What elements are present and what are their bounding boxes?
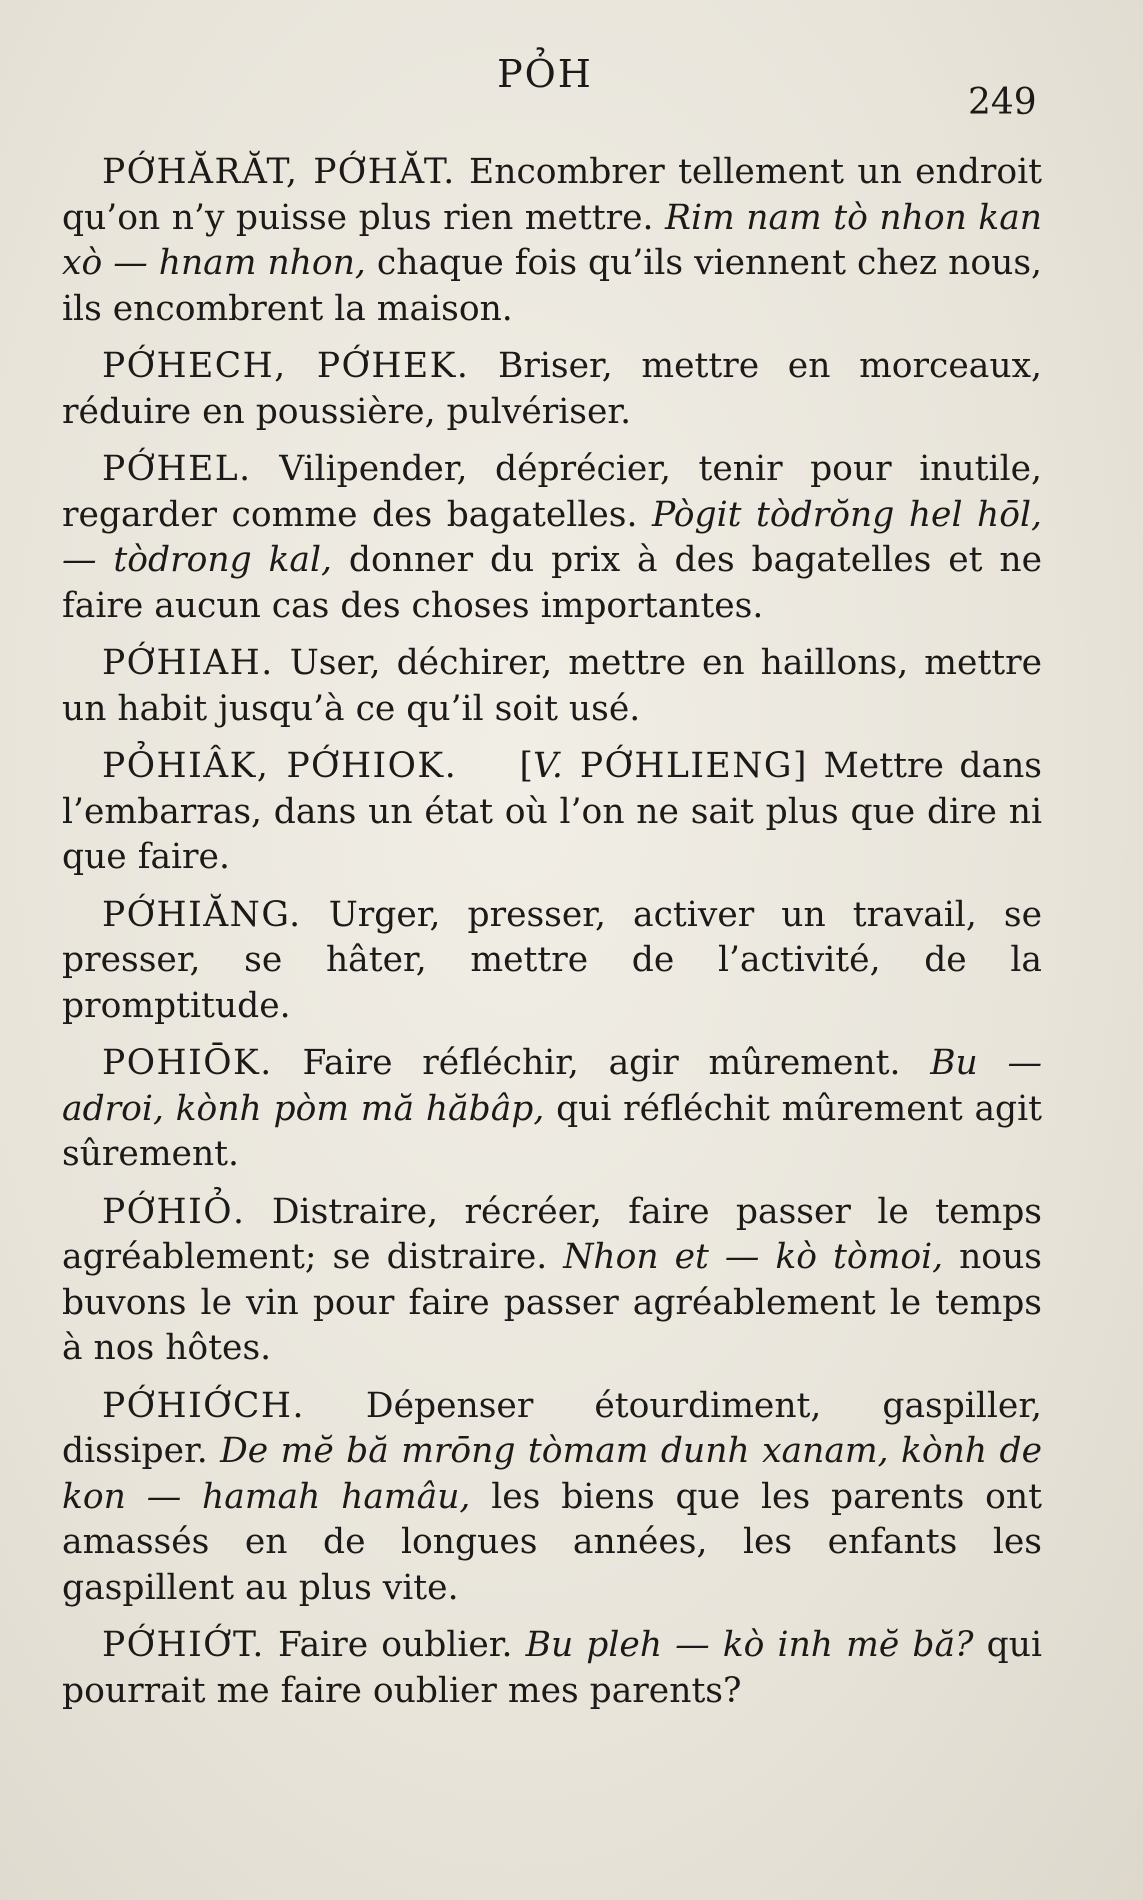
dictionary-entry: [62, 1041, 1042, 1178]
translation: qui réfléchit mûrement agit sûrement.: [62, 1088, 1042, 1174]
dictionary-entry: [62, 744, 1042, 881]
dictionary-entry: [62, 893, 1042, 1030]
definition: Distraire, récréer, faire passer le temps agréablement; se distraire.: [62, 1191, 1042, 1277]
dictionary-entry: [62, 344, 1042, 435]
dictionary-entry: [62, 1623, 1042, 1714]
definition: Encombrer tellement un endroit qu’on n’y puisse plus rien mettre.: [62, 152, 1042, 238]
example: Pògit tòdrŏng hel hōl, — tòdrong kal,: [62, 494, 1042, 580]
example: De mĕ bă mrōng tòmam dunh xanam, kònh de kon — hamah hamâu,: [62, 1431, 1042, 1517]
definition: Dépenser étourdiment, gaspiller, dissiper.: [62, 1385, 1042, 1471]
example: Rim nam tò nhon kan xò — hnam nhon,: [62, 197, 1043, 283]
dictionary-entry: [62, 447, 1042, 629]
headword: PỚHIỚCH.: [102, 1385, 305, 1426]
headword: PỚHEL.: [102, 449, 252, 489]
translation: les biens que les parents ont amassés en de longues années, les enfants les gaspillent au plus vite.: [62, 1476, 1043, 1608]
headword: PỚHĂRĂT, PỚHĂT.: [102, 152, 456, 192]
headword: PỚHIỚT.: [102, 1625, 265, 1665]
cross-reference-label: V.: [532, 746, 563, 786]
example: Bu pleh — kò inh mĕ bă?: [525, 1625, 974, 1665]
definition: Urger, presser, activer un travail, se presser, se hâter, mettre de l’activité, de la promptitude.: [62, 894, 1042, 1026]
headword: PỚHIAH.: [102, 643, 274, 683]
definition: Briser, mettre en morceaux, réduire en poussière, pulvériser.: [62, 346, 1042, 432]
definition: Vilipender, déprécier, tenir pour inutile, regarder comme des bagatelles.: [62, 449, 1042, 535]
definition: User, déchirer, mettre en haillons, mettre un habit jusqu’à ce qu’il soit usé.: [62, 643, 1042, 729]
dictionary-entry: [62, 150, 1042, 332]
translation: qui pourrait me faire oublier mes parents?: [62, 1625, 1042, 1711]
translation: nous buvons le vin pour faire passer agréablement le temps à nos hôtes.: [62, 1237, 1043, 1368]
example: Nhon et — kò tòmoi,: [563, 1237, 944, 1277]
dictionary-entries: [62, 150, 1042, 1726]
headword: PỚHIĂNG.: [102, 894, 302, 935]
headword: PỚHIỎ.: [102, 1191, 246, 1232]
dictionary-entry: [62, 1190, 1042, 1372]
definition: Faire oublier.: [264, 1625, 526, 1665]
headword: PỚHECH, PỚHEK.: [102, 346, 470, 386]
definition: [: [457, 746, 533, 786]
page-number: 249: [968, 82, 1037, 123]
headword: POHIŌK.: [102, 1043, 273, 1083]
running-head: PỎH: [497, 52, 593, 96]
cross-reference-target: PỚHLIENG]: [562, 746, 808, 786]
translation: donner du prix à des bagatelles et ne faire aucun cas des choses importantes.: [62, 540, 1042, 626]
definition-continued: Mettre dans l’embarras, dans un état où l’on ne sait plus que dire ni que faire.: [62, 746, 1043, 877]
dictionary-entry: [62, 641, 1042, 732]
translation: chaque fois qu’ils viennent chez nous, ils encombrent la maison.: [62, 243, 1043, 329]
headword: PỎHIÂK, PỚHIOK.: [102, 746, 458, 786]
definition: Faire réfléchir, agir mûrement.: [272, 1043, 931, 1083]
example: Bu — adroi, kònh pòm mă hăbâp,: [62, 1043, 1042, 1129]
dictionary-entry: [62, 1384, 1042, 1612]
